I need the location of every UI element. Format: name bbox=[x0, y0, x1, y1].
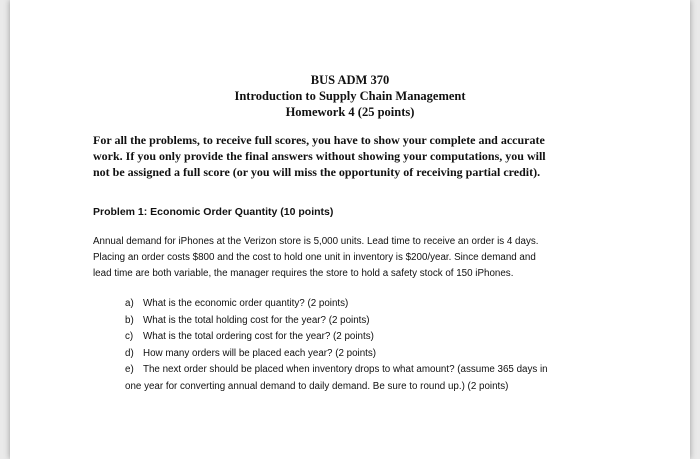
instructions-line: not be assigned a full score (or you will miss the opportunity of receiving partial credit). bbox=[93, 165, 541, 179]
problem-line: Annual demand for iPhones at the Verizon store is 5,000 units. Lead time to receive an order is 4 days. bbox=[93, 236, 539, 247]
question-continuation: one year for converting annual demand to daily demand. Be sure to round up.) (2 points) bbox=[125, 380, 509, 392]
question-item bbox=[125, 296, 605, 313]
question-text: What is the economic order quantity? (2 points) bbox=[143, 298, 349, 309]
question-marker: c) bbox=[125, 331, 134, 342]
question-item bbox=[125, 329, 605, 346]
question-item bbox=[125, 346, 605, 363]
question-marker: d) bbox=[125, 347, 134, 359]
document-page bbox=[10, 0, 690, 459]
homework-title: Homework 4 (25 points) bbox=[285, 105, 415, 119]
instructions-paragraph bbox=[93, 132, 633, 180]
question-item bbox=[125, 313, 605, 330]
problem-line: Placing an order costs $800 and the cost to hold one unit in inventory is $200/year. Since demand and bbox=[93, 252, 536, 263]
question-list bbox=[125, 296, 605, 395]
document-header bbox=[10, 72, 690, 120]
course-code: BUS ADM 370 bbox=[310, 73, 390, 87]
question-marker: b) bbox=[125, 314, 134, 326]
instructions-line: work. If you only provide the final answers without showing your computations, you will bbox=[93, 149, 546, 163]
question-text: What is the total holding cost for the year? (2 points) bbox=[143, 314, 370, 326]
problem-statement bbox=[93, 234, 633, 282]
question-text: What is the total ordering cost for the year? (2 points) bbox=[143, 331, 374, 342]
question-text: How many orders will be placed each year? (2 points) bbox=[143, 347, 377, 359]
instructions-line: For all the problems, to receive full scores, you have to show your complete and accurate bbox=[93, 133, 545, 147]
question-text: The next order should be placed when inventory drops to what amount? (assume 365 days in bbox=[143, 364, 548, 375]
question-marker: a) bbox=[125, 298, 134, 309]
course-title: Introduction to Supply Chain Management bbox=[234, 89, 466, 103]
problem-line: lead time are both variable, the manager requires the store to hold a safety stock of 150 iPhones. bbox=[93, 268, 514, 279]
question-item bbox=[125, 362, 605, 379]
problem-title: Problem 1: Economic Order Quantity (10 points) bbox=[93, 206, 334, 218]
question-marker: e) bbox=[125, 364, 134, 375]
